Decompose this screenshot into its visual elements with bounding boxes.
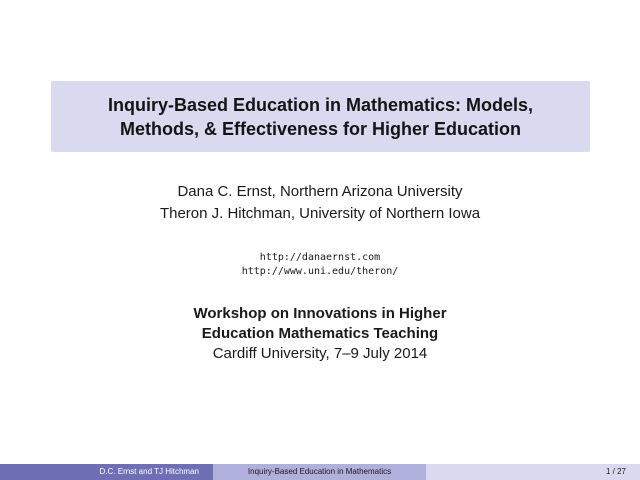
title-line-2: Methods, & Effectiveness for Higher Education <box>119 118 522 139</box>
workshop-location: Cardiff University, 7–9 July 2014 <box>212 345 428 362</box>
url-link-1[interactable]: http://danaernst.com <box>259 252 381 263</box>
title-line-1: Inquiry-Based Education in Mathematics: Models, <box>107 94 534 115</box>
footer-authors: D.C. Ernst and TJ Hitchman <box>0 464 213 480</box>
footer-bar <box>0 464 640 480</box>
workshop-block <box>0 304 640 364</box>
author-1: Dana C. Ernst, Northern Arizona University <box>177 183 463 200</box>
slide-title <box>71 93 571 141</box>
url-link-2[interactable]: http://www.uni.edu/theron/ <box>241 266 399 277</box>
workshop-line-2: Education Mathematics Teaching <box>201 325 439 342</box>
workshop-line-1: Workshop on Innovations in Higher <box>193 305 447 322</box>
title-box <box>51 81 590 152</box>
authors-block <box>0 181 640 225</box>
author-2: Theron J. Hitchman, University of Northern Iowa <box>159 205 481 222</box>
footer-page-number: 1 / 27 <box>426 464 640 480</box>
urls-block <box>0 251 640 279</box>
footer-short-title: Inquiry-Based Education in Mathematics <box>213 464 426 480</box>
